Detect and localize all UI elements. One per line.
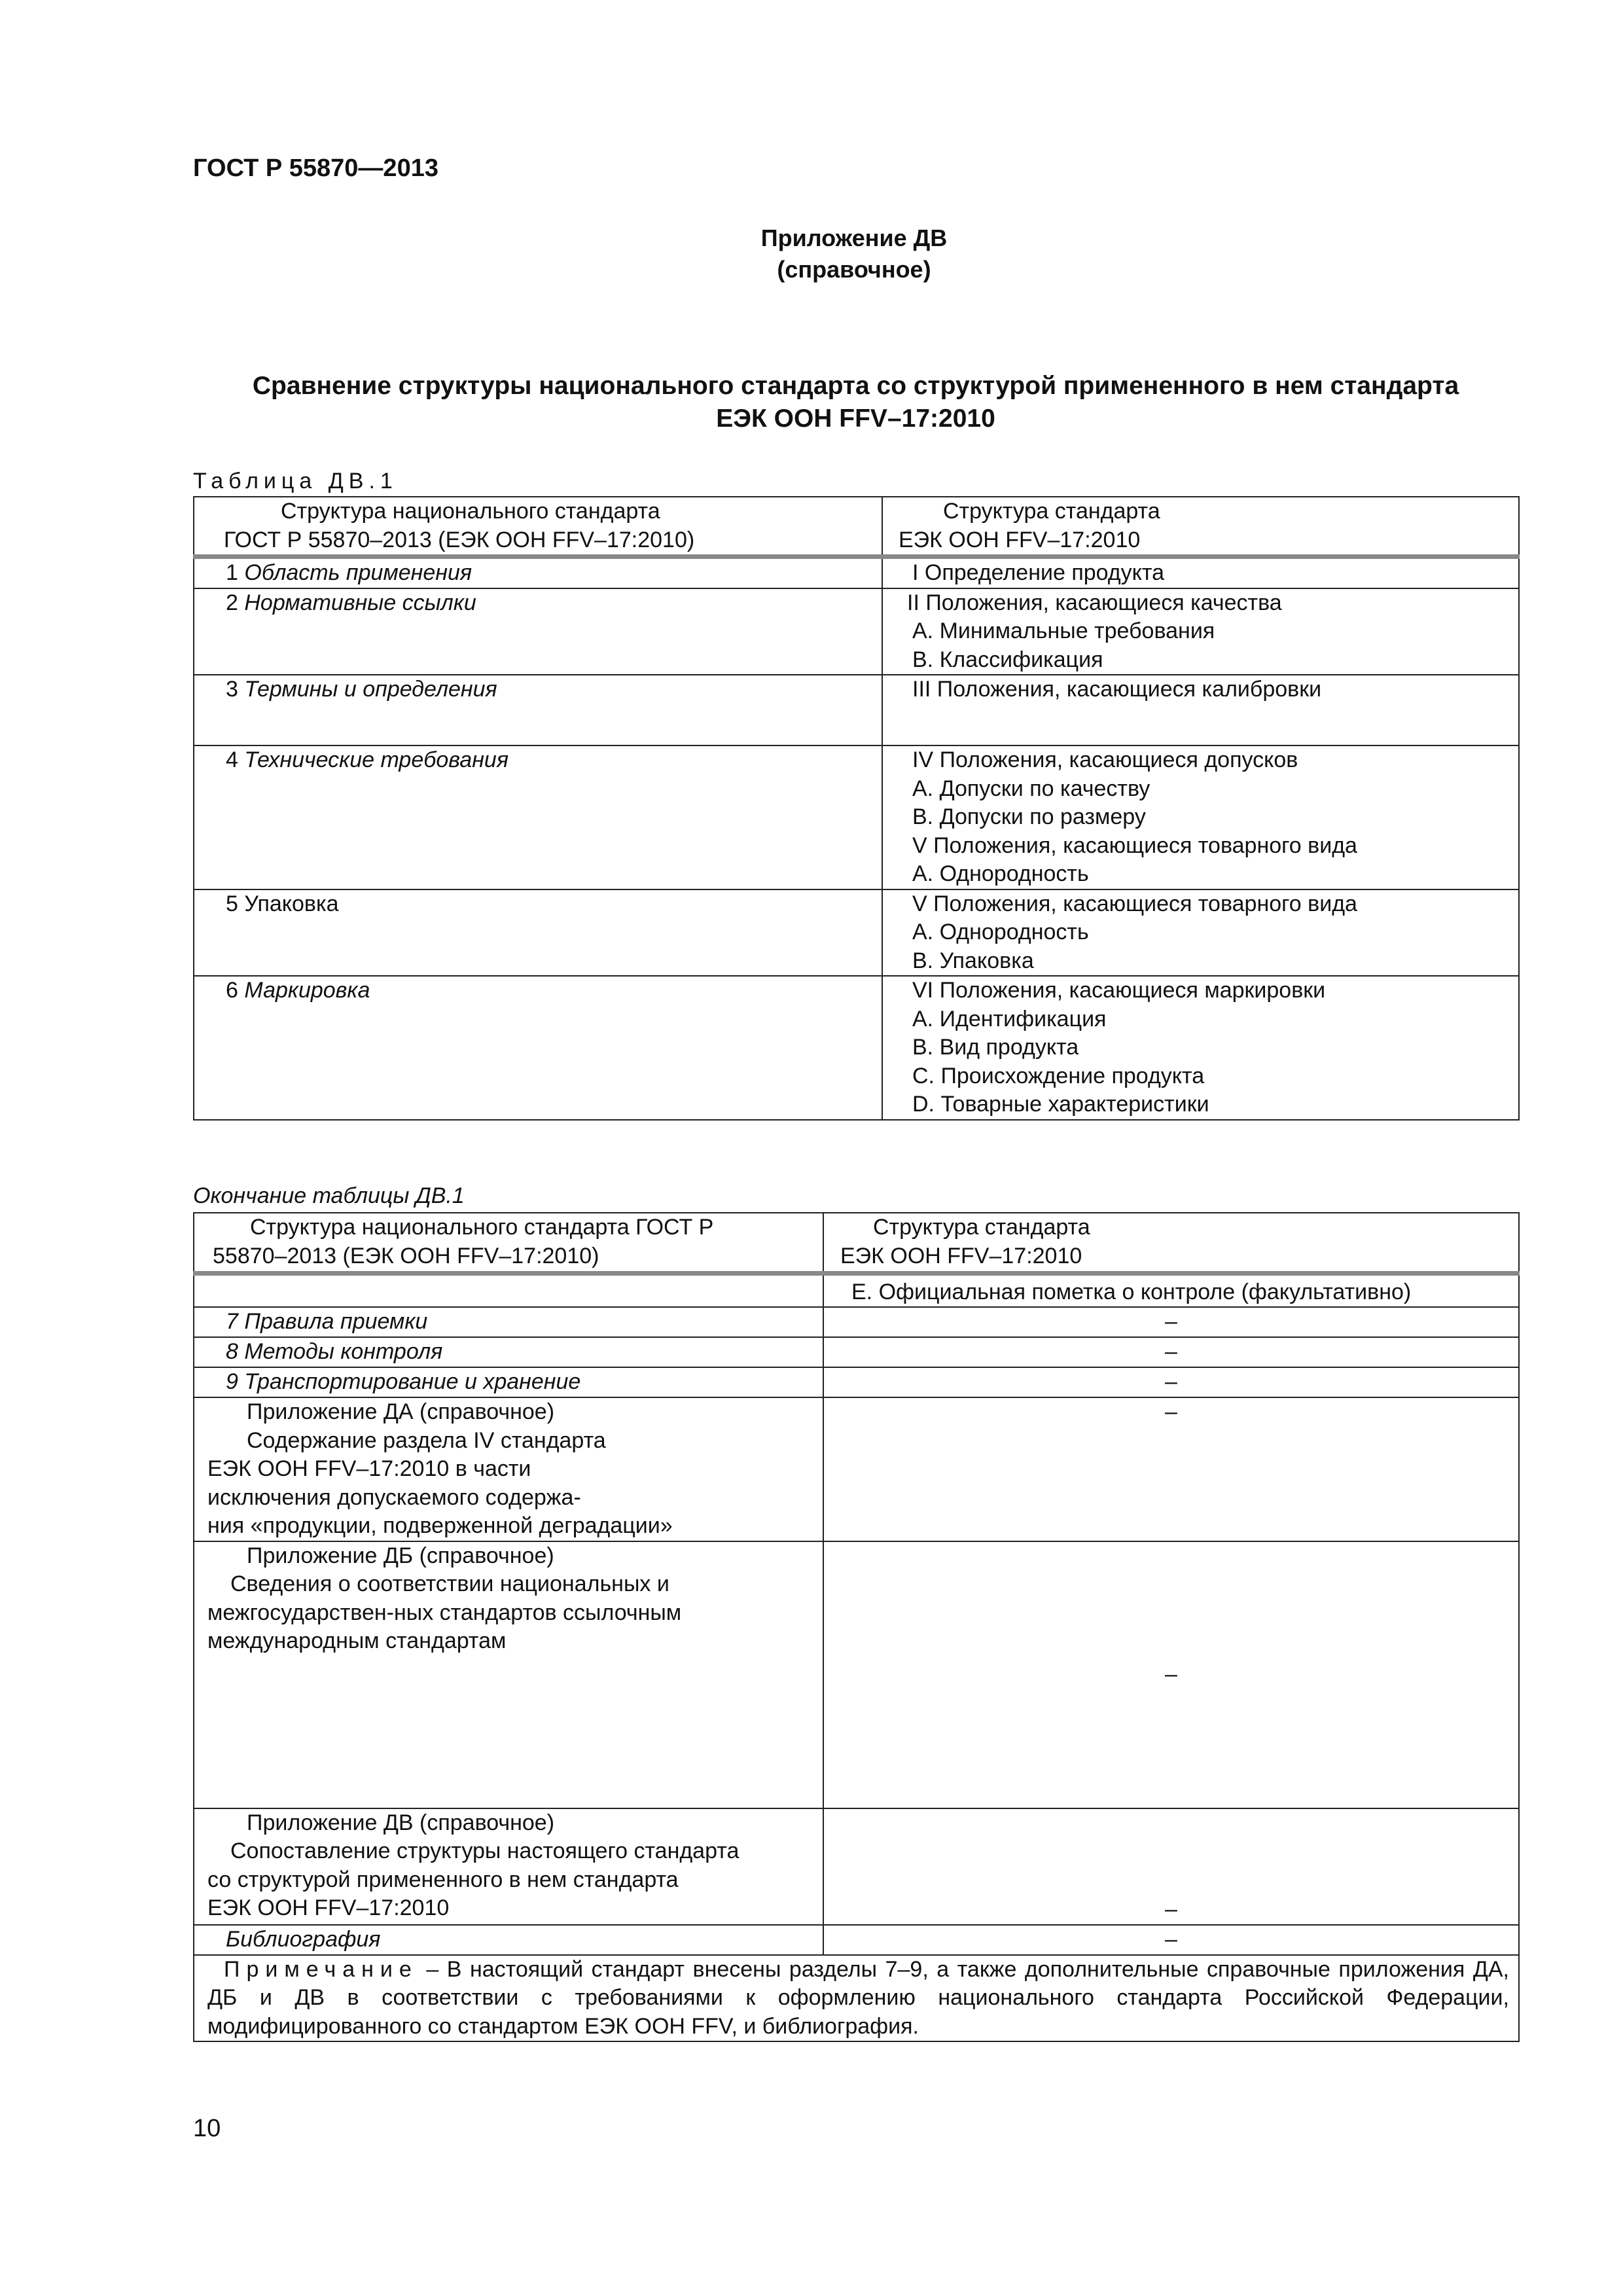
header-right-line-2: ЕЭК ООН FFV–17:2010: [899, 527, 1141, 552]
row-left-cell: 5 Упаковка: [194, 889, 882, 977]
table-header-row: [194, 1213, 1519, 1273]
row-right-cell: –: [823, 1397, 1519, 1541]
row-left-cell: Приложение ДВ (справочное) Сопоставление структуры настоящего стандарта со структурой примененного в нем стандарта ЕЭК ООН FFV–17:2010: [194, 1808, 823, 1925]
table-row: [194, 745, 1519, 889]
row-right-cell: –: [823, 1925, 1519, 1955]
row-right-cell: V Положения, касающиеся товарного вида А. Однородность В. Упаковка: [882, 889, 1519, 977]
row-left-cell: 6 Маркировка: [194, 976, 882, 1120]
comparison-table-part-1: [193, 496, 1520, 1121]
row-right-cell: –: [823, 1808, 1519, 1925]
table-row: [194, 1307, 1519, 1337]
header-right-line-1: Структура стандарта: [873, 1215, 1090, 1240]
page-number: 10: [193, 2115, 221, 2142]
header-national-standard: [194, 1213, 823, 1273]
row-right-cell: –: [823, 1541, 1519, 1808]
row-right-cell: III Положения, касающиеся калибровки: [882, 675, 1519, 745]
page-title: [193, 370, 1518, 435]
table-row: [194, 1808, 1519, 1925]
table-row: [194, 675, 1519, 745]
table-1-continuation-caption: Окончание таблицы ДВ.1: [193, 1183, 465, 1208]
row-left-cell: 7 Правила приемки: [194, 1307, 823, 1337]
table-note-row: [194, 1955, 1519, 2042]
table-row: [194, 1337, 1519, 1367]
document-code: ГОСТ Р 55870—2013: [193, 154, 438, 182]
row-right-cell: –: [823, 1307, 1519, 1337]
header-right-line-1: Структура стандарта: [943, 499, 1160, 524]
row-left-cell: 1 Область применения: [194, 557, 882, 588]
page-title-line-2: ЕЭК ООН FFV–17:2010: [716, 404, 995, 433]
table-header-row: [194, 497, 1519, 557]
table-row: [194, 1273, 1519, 1307]
note-text: – В настоящий стандарт внесены разделы 7–9, а также дополнительные справочные приложения ДА, ДБ и ДВ в соответствии с требованиями к оформлению национального стандарта Российской Федерации, модифицированного со стандартом ЕЭК ООН FFV, и библиография.: [207, 1956, 1509, 2039]
header-left-line-2: ГОСТ Р 55870–2013 (ЕЭК ООН FFV–17:2010): [224, 527, 695, 552]
table-row: [194, 1925, 1519, 1955]
row-left-cell: [194, 1273, 823, 1307]
table-row: [194, 1541, 1519, 1808]
row-right-cell: II Положения, касающиеся качества А. Минимальные требования В. Классификация: [882, 588, 1519, 675]
table-row: [194, 889, 1519, 977]
table-1-caption: Таблица ДВ.1: [193, 469, 398, 493]
annex-heading: [0, 223, 1623, 285]
table-note: [194, 1955, 1519, 2042]
table-row: [194, 557, 1519, 588]
row-left-cell: Библиография: [194, 1925, 823, 1955]
page-title-line-1: Сравнение структуры национального стандарта со структурой примененного в нем стандарта: [252, 372, 1459, 400]
row-right-cell: IV Положения, касающиеся допусков А. Допуски по качеству В. Допуски по размеру V Положения, касающиеся товарного вида А. Однородность: [882, 745, 1519, 889]
table-row: [194, 976, 1519, 1120]
row-left-cell: 4 Технические требования: [194, 745, 882, 889]
header-left-line-2: 55870–2013 (ЕЭК ООН FFV–17:2010): [213, 1243, 599, 1268]
table-row: [194, 1397, 1519, 1541]
row-left-cell: Приложение ДА (справочное) Содержание раздела IV стандарта ЕЭК ООН FFV–17:2010 в части исключения допускаемого содержа- ния «продукции, подверженной деградации»: [194, 1397, 823, 1541]
header-national-standard: [194, 497, 882, 557]
table-row: [194, 588, 1519, 675]
header-unece-standard: [823, 1213, 1519, 1273]
annex-title: Приложение ДВ: [760, 224, 948, 251]
header-left-line-1: Структура национального стандарта ГОСТ Р: [250, 1215, 714, 1240]
row-right-cell: –: [823, 1337, 1519, 1367]
note-label: Примечание: [224, 1956, 418, 1982]
row-left-cell: 2 Нормативные ссылки: [194, 588, 882, 675]
row-right-cell: I Определение продукта: [882, 557, 1519, 588]
row-left-cell: 3 Термины и определения: [194, 675, 882, 745]
row-right-cell: Е. Официальная пометка о контроле (факультативно): [823, 1273, 1519, 1307]
row-right-cell: –: [823, 1367, 1519, 1397]
table-row: [194, 1367, 1519, 1397]
header-left-line-1: Структура национального стандарта: [281, 499, 660, 524]
header-unece-standard: [882, 497, 1519, 557]
row-left-cell: Приложение ДБ (справочное) Сведения о соответствии национальных и межгосударствен-ных стандартов ссылочным международным стандартам: [194, 1541, 823, 1808]
row-left-cell: 9 Транспортирование и хранение: [194, 1367, 823, 1397]
annex-kind: (справочное): [777, 256, 931, 283]
comparison-table-part-2: [193, 1212, 1520, 2042]
row-left-cell: 8 Методы контроля: [194, 1337, 823, 1367]
header-right-line-2: ЕЭК ООН FFV–17:2010: [840, 1243, 1082, 1268]
row-right-cell: VI Положения, касающиеся маркировки А. Идентификация В. Вид продукта С. Происхождение продукта D. Товарные характеристики: [882, 976, 1519, 1120]
